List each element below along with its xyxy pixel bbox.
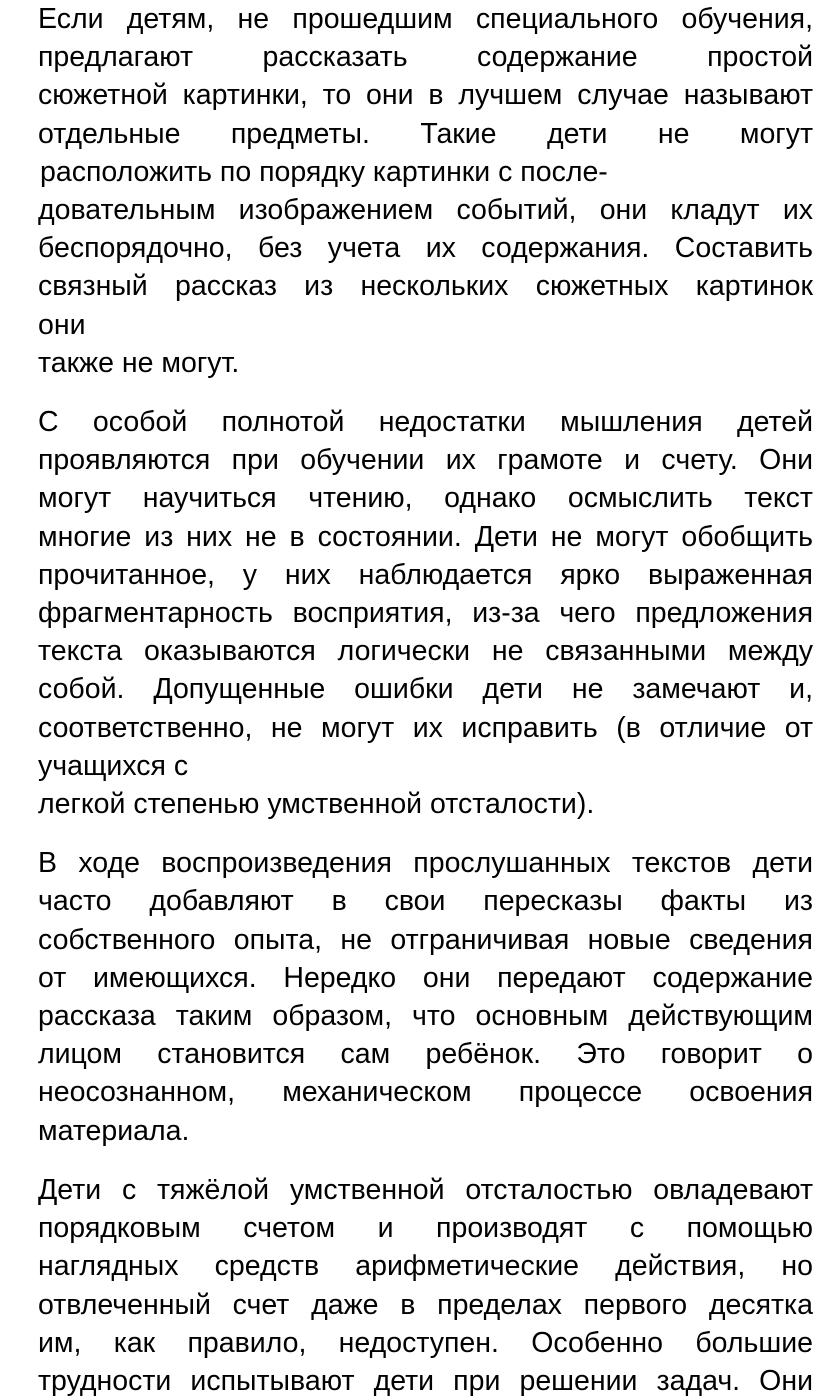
text-line: довательным изображением событий, они кладут их xyxy=(38,194,813,227)
text-line: учащихся с xyxy=(38,749,189,782)
text-line: Дети с тяжёлой умственной отсталостью овладевают xyxy=(38,1173,813,1206)
text-line: проявляются при обучении их грамоте и счету. Они xyxy=(38,444,813,477)
text-line: беспорядочно, без учета их содержания. Составить xyxy=(38,232,813,265)
text-line: также не могут. xyxy=(38,346,240,379)
text-line: материала. xyxy=(38,1114,190,1147)
text-line: собственного опыта, не отграничивая новые сведения xyxy=(38,923,813,956)
text-line: связный рассказ из нескольких сюжетных картинок xyxy=(38,270,813,303)
paragraph-3 xyxy=(38,844,813,1150)
text-line: С особой полнотой недостатки мышления детей xyxy=(38,406,813,439)
document-page xyxy=(38,0,813,1400)
text-line: часто добавляют в свои пересказы факты из xyxy=(38,885,813,918)
text-line: легкой степенью умственной отсталости). xyxy=(38,788,595,821)
text-line: собой. Допущенные ошибки дети не замечают и, xyxy=(38,673,813,706)
text-line: они xyxy=(38,308,86,341)
text-line: Если детям, не прошедшим специального обучения, xyxy=(38,3,813,35)
text-line: им, как правило, недоступен. Особенно большие xyxy=(38,1326,813,1359)
text-line: текста оказываются логически не связанными между xyxy=(38,635,813,668)
text-line: многие из них не в состоянии. Дети не могут обобщить xyxy=(38,520,813,553)
text-line: порядковым счетом и производят с помощью xyxy=(38,1212,813,1245)
text-line: сюжетной картинки, то они в лучшем случае называют xyxy=(38,79,813,112)
text-line: соответственно, не могут их исправить (в отличие от xyxy=(38,711,813,744)
paragraph-2 xyxy=(38,403,813,823)
text-line: рассказа таким образом, что основным действующим xyxy=(38,1000,813,1033)
text-line: отдельные предметы. Такие дети не могут xyxy=(38,117,813,150)
text-line: наглядных средств арифметические действия, но xyxy=(38,1250,813,1283)
text-line: отвлеченный счет даже в пределах первого десятка xyxy=(38,1288,813,1321)
text-line: трудности испытывают дети при решении задач. Они xyxy=(38,1364,813,1397)
text-line: от имеющихся. Нередко они передают содержание xyxy=(38,961,813,994)
text-line: фрагментарность восприятия, из-за чего предложения xyxy=(38,597,813,630)
text-line: неосознанном, механическом процессе освоения xyxy=(38,1076,813,1109)
text-line: лицом становится сам ребёнок. Это говорит о xyxy=(38,1038,813,1071)
paragraph-1 xyxy=(38,0,813,382)
text-line: предлагают рассказать содержание простой xyxy=(38,41,813,74)
text-line: могут научиться чтению, однако осмыслить текст xyxy=(38,482,813,515)
text-line: прочитанное, у них наблюдается ярко выраженная xyxy=(38,558,813,591)
text-line: расположить по порядку картинки с после- xyxy=(40,155,608,188)
text-line: В ходе воспроизведения прослушанных текстов дети xyxy=(38,847,813,880)
paragraph-4 xyxy=(38,1171,813,1400)
